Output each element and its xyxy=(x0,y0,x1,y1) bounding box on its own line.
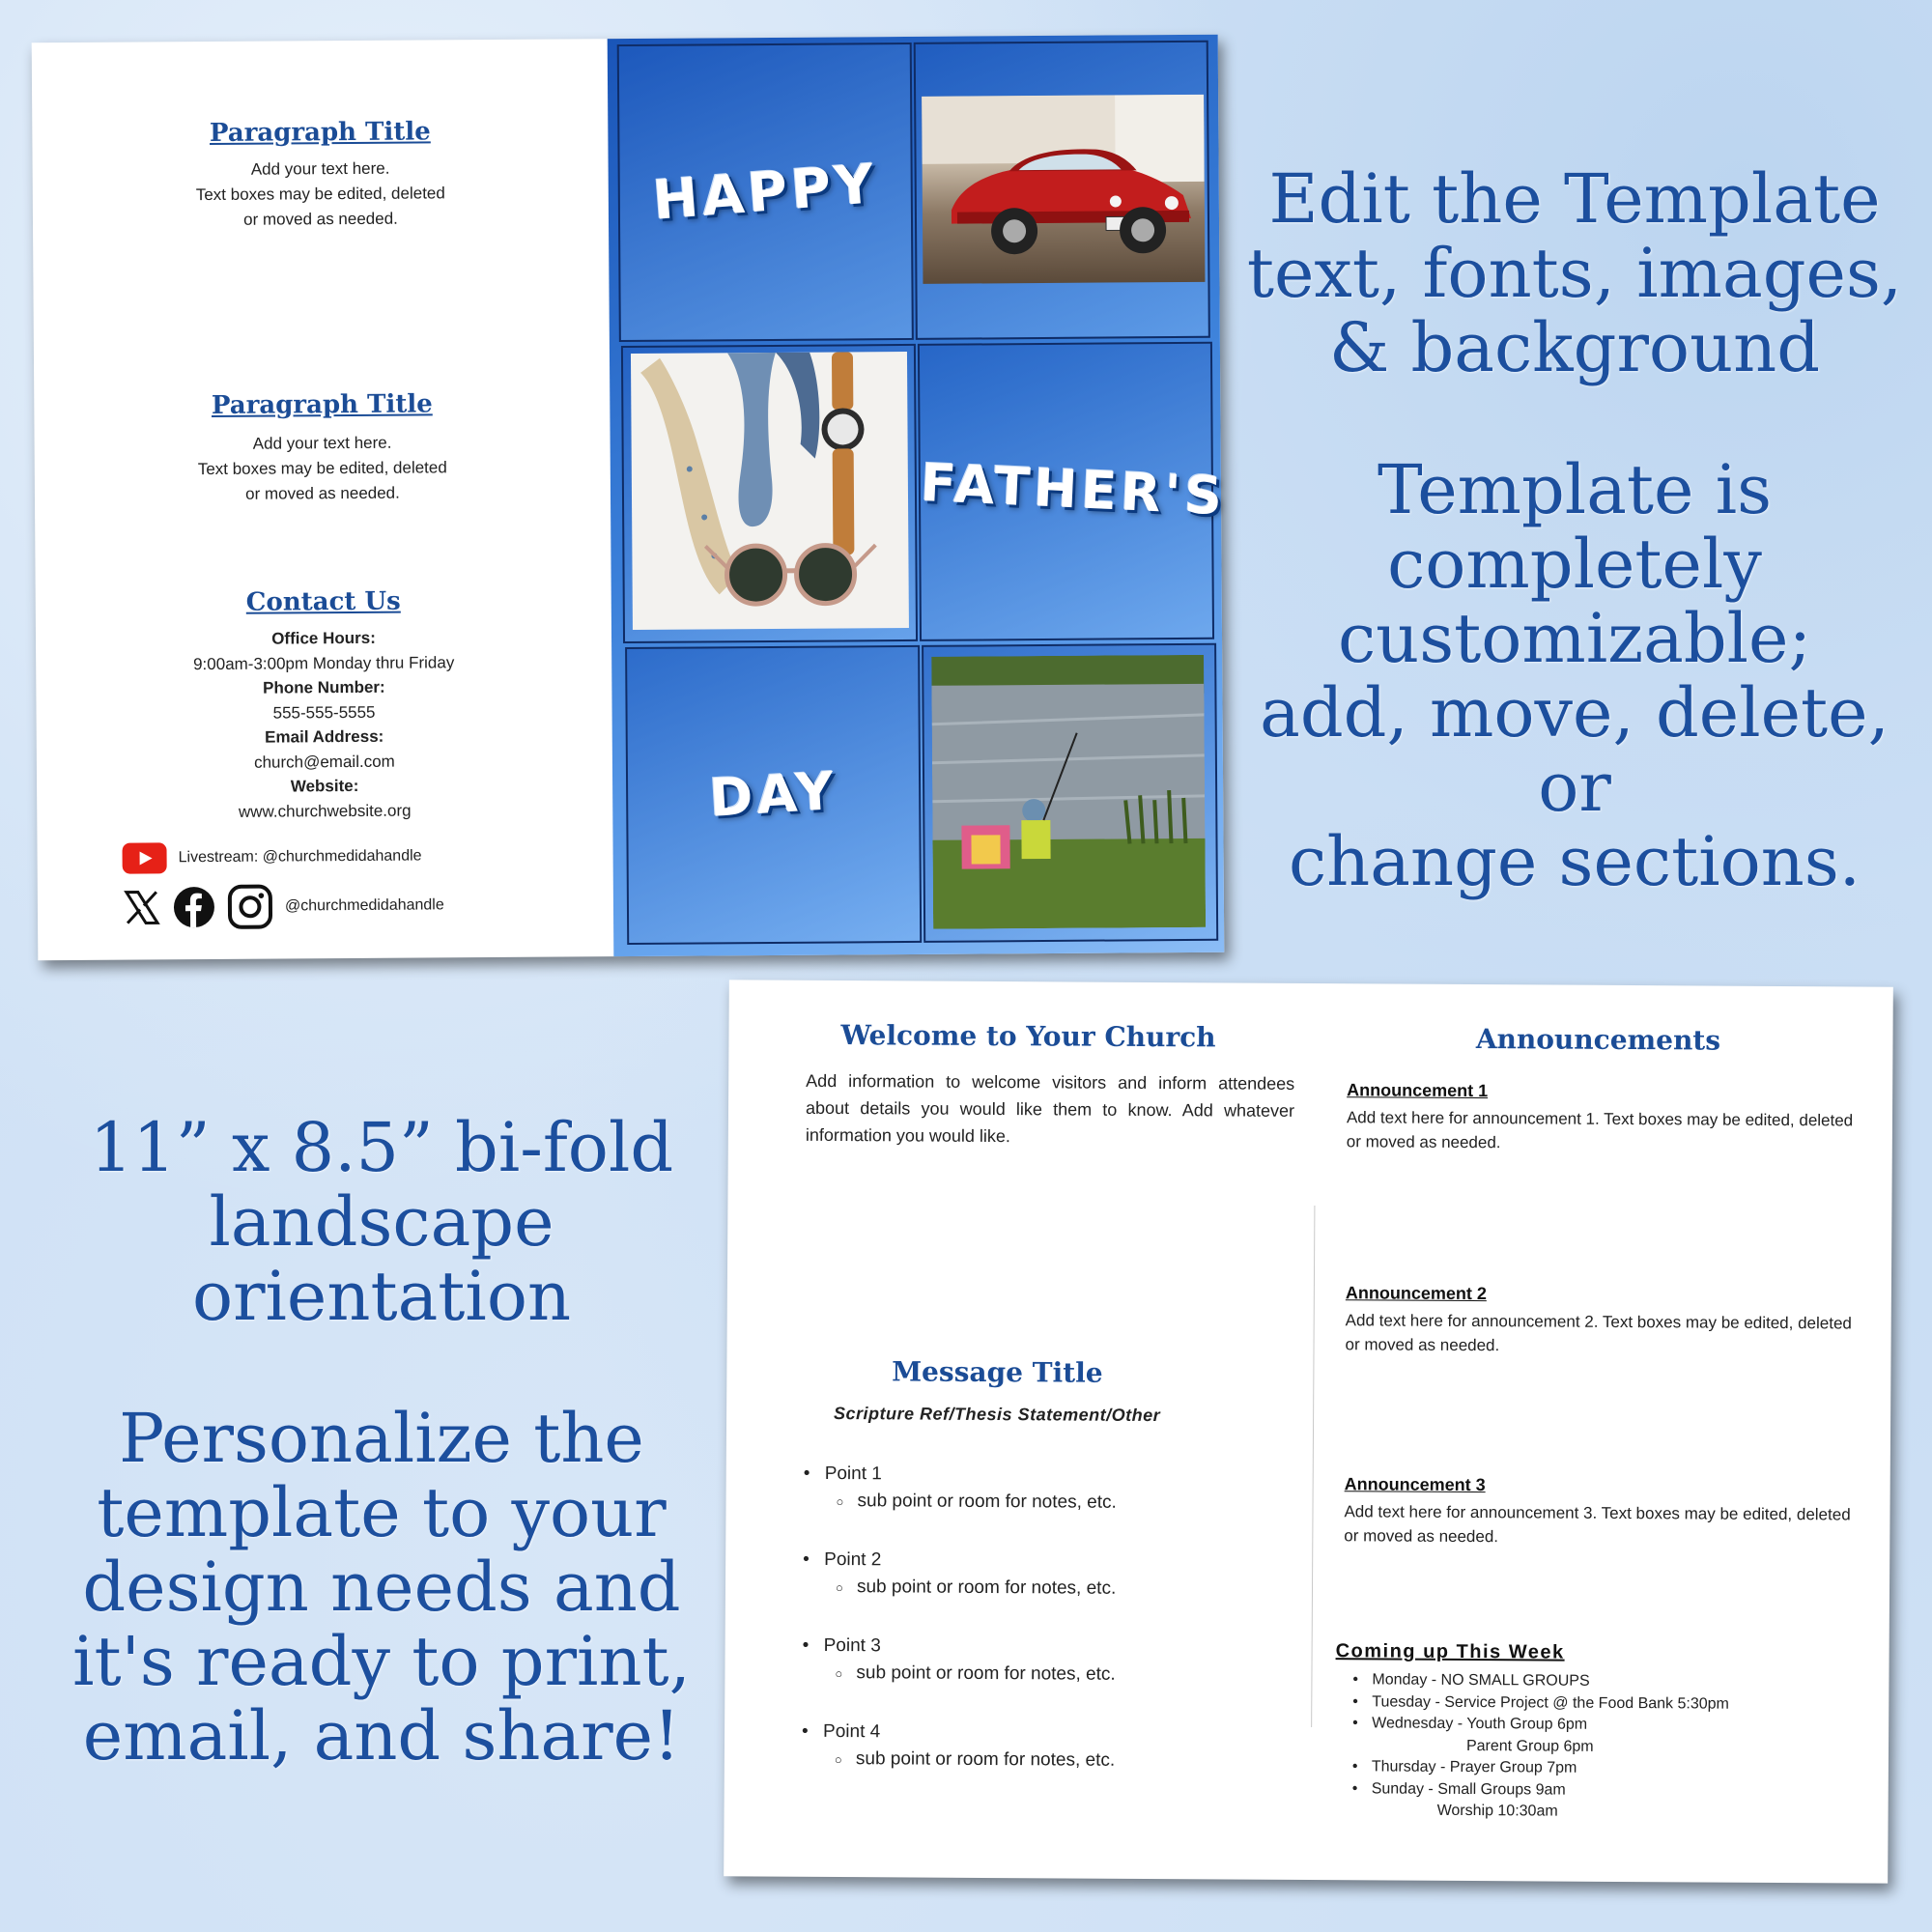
message-subtitle: Scripture Ref/Thesis Statement/Other xyxy=(833,1403,1161,1426)
paragraph-1-line: or moved as needed. xyxy=(243,209,398,229)
x-twitter-icon xyxy=(123,888,161,926)
message-title: Message Title xyxy=(892,1355,1103,1389)
paragraph-1-line: Add your text here. xyxy=(250,158,390,179)
announcement-1-title: Announcement 1 xyxy=(1347,1080,1489,1101)
point-label: • Point 3 xyxy=(803,1635,1266,1660)
livestream-row xyxy=(122,839,421,874)
paragraph-2-line: Add your text here. xyxy=(252,433,392,453)
point-label: • Point 1 xyxy=(804,1463,1267,1488)
promo-line: template to your xyxy=(97,1473,667,1552)
phone-label: Phone Number: xyxy=(263,677,385,697)
promo-line: landscape xyxy=(209,1182,554,1262)
cover-word-day: DAY xyxy=(707,760,839,829)
coming-up-item: • Tuesday - Service Project @ the Food Bank 5:30pm xyxy=(1352,1691,1874,1717)
coming-up-title: Coming up This Week xyxy=(1335,1640,1565,1663)
cover-cell-ties xyxy=(621,344,918,643)
paragraph-text-1 xyxy=(33,155,610,234)
office-hours-label: Office Hours: xyxy=(271,628,376,648)
promo-line: Edit the Template xyxy=(1268,159,1881,239)
paragraph-title-1: Paragraph Title xyxy=(209,117,431,149)
red-car-photo xyxy=(922,95,1205,284)
point-item xyxy=(803,1549,1267,1638)
promo-line: Personalize the xyxy=(119,1399,644,1478)
promo-line: add, move, delete, or xyxy=(1260,673,1889,827)
point-label: • Point 4 xyxy=(802,1721,1265,1746)
promo-line: design needs and xyxy=(82,1548,681,1627)
website-label: Website: xyxy=(290,776,359,796)
brochure-inside-sheet xyxy=(724,980,1893,1883)
paragraph-1-line: Text boxes may be edited, deleted xyxy=(195,184,445,205)
welcome-title: Welcome to Your Church xyxy=(840,1019,1216,1054)
coming-up-item: • Wednesday - Youth Group 6pm xyxy=(1352,1713,1874,1738)
announcements-title: Announcements xyxy=(1475,1023,1721,1057)
car-illustration xyxy=(922,95,1205,284)
promo-text-bottom xyxy=(48,1108,715,1776)
promo-spacer xyxy=(1241,385,1908,453)
promo-line: it's ready to print, xyxy=(72,1622,691,1701)
point-item xyxy=(803,1463,1267,1552)
promo-line: 11” x 8.5” bi-fold xyxy=(89,1108,674,1187)
announcement-2-text: Add text here for announcement 2. Text boxes may be edited, deleted or moved as needed. xyxy=(1345,1311,1852,1355)
facebook-icon xyxy=(173,886,215,928)
fishing-lake-photo xyxy=(931,655,1206,929)
brochure-outside-sheet xyxy=(32,35,1228,961)
coming-up-item-continued: Parent Group 6pm xyxy=(1465,1737,1594,1755)
paragraph-2-line: or moved as needed. xyxy=(245,483,400,503)
cover-cell-fathers xyxy=(918,342,1228,641)
ties-illustration xyxy=(631,352,909,630)
coming-up-item: • Thursday - Prayer Group 7pm xyxy=(1352,1756,1874,1781)
paragraph-title-2: Paragraph Title xyxy=(211,389,433,421)
point-label: • Point 2 xyxy=(803,1549,1266,1574)
announcement-3-title: Announcement 3 xyxy=(1344,1474,1486,1495)
coming-up-list xyxy=(1352,1669,1875,1825)
message-points xyxy=(802,1463,1267,1810)
front-cover-panel xyxy=(608,35,1228,956)
contact-block xyxy=(36,624,612,825)
social-handle-text: @churchmedidahandle xyxy=(284,896,444,915)
promo-line: & background xyxy=(1328,308,1821,387)
coming-up-item-continued: Worship 10:30am xyxy=(1436,1802,1558,1820)
coming-up-item: • Sunday - Small Groups 9am xyxy=(1352,1778,1874,1804)
cover-cell-car xyxy=(914,41,1210,340)
point-item xyxy=(802,1721,1266,1810)
promo-text-top xyxy=(1241,159,1908,901)
youtube-icon xyxy=(122,842,166,873)
paragraph-text-2 xyxy=(35,429,611,508)
promo-line: completely xyxy=(1387,525,1762,604)
promo-line: text, fonts, images, xyxy=(1246,234,1903,313)
ties-watch-sunglasses-photo xyxy=(631,352,909,630)
point-sub: ○ sub point or room for notes, etc. xyxy=(803,1491,1266,1515)
promo-line: change sections. xyxy=(1288,822,1861,901)
office-hours-value: 9:00am-3:00pm Monday thru Friday xyxy=(192,652,455,673)
cover-cell-happy xyxy=(617,43,914,342)
welcome-text: Add information to welcome visitors and inform attendees about details you would like them to know. Add whatever information you would like. xyxy=(805,1070,1295,1147)
coming-up-item: • Monday - NO SMALL GROUPS xyxy=(1352,1669,1874,1694)
back-panel xyxy=(32,39,614,960)
phone-value: 555-555-5555 xyxy=(272,702,376,723)
social-handles-row xyxy=(123,882,444,930)
livestream-text: Livestream: @churchmedidahandle xyxy=(178,847,422,867)
announcement-1-text: Add text here for announcement 1. Text boxes may be edited, deleted or moved as needed. xyxy=(1346,1108,1854,1152)
cover-cell-day xyxy=(625,645,922,945)
instagram-icon xyxy=(227,884,273,930)
fishing-illustration xyxy=(931,655,1206,929)
email-value: church@email.com xyxy=(253,752,395,772)
paragraph-2-line: Text boxes may be edited, deleted xyxy=(197,458,447,479)
announcement-2-title: Announcement 2 xyxy=(1345,1283,1487,1304)
promo-line: Template is xyxy=(1377,450,1773,529)
website-value: www.churchwebsite.org xyxy=(238,801,412,821)
promo-line: email, and share! xyxy=(82,1696,681,1776)
promo-line: orientation xyxy=(191,1257,572,1336)
panel-divider xyxy=(1311,1206,1315,1727)
cover-cell-fishing xyxy=(922,643,1218,943)
promo-spacer xyxy=(48,1334,715,1402)
promo-line: customizable; xyxy=(1337,599,1812,678)
email-label: Email Address: xyxy=(265,726,384,747)
contact-title: Contact Us xyxy=(245,586,401,617)
point-sub: ○ sub point or room for notes, etc. xyxy=(802,1662,1265,1687)
point-sub: ○ sub point or room for notes, etc. xyxy=(802,1748,1265,1773)
cover-word-happy: HAPPY xyxy=(650,153,880,233)
point-sub: ○ sub point or room for notes, etc. xyxy=(803,1577,1266,1601)
point-item xyxy=(802,1635,1266,1724)
cover-word-fathers: FATHER'S xyxy=(919,452,1228,527)
announcement-3-text: Add text here for announcement 3. Text boxes may be edited, deleted or moved as needed. xyxy=(1344,1502,1851,1547)
